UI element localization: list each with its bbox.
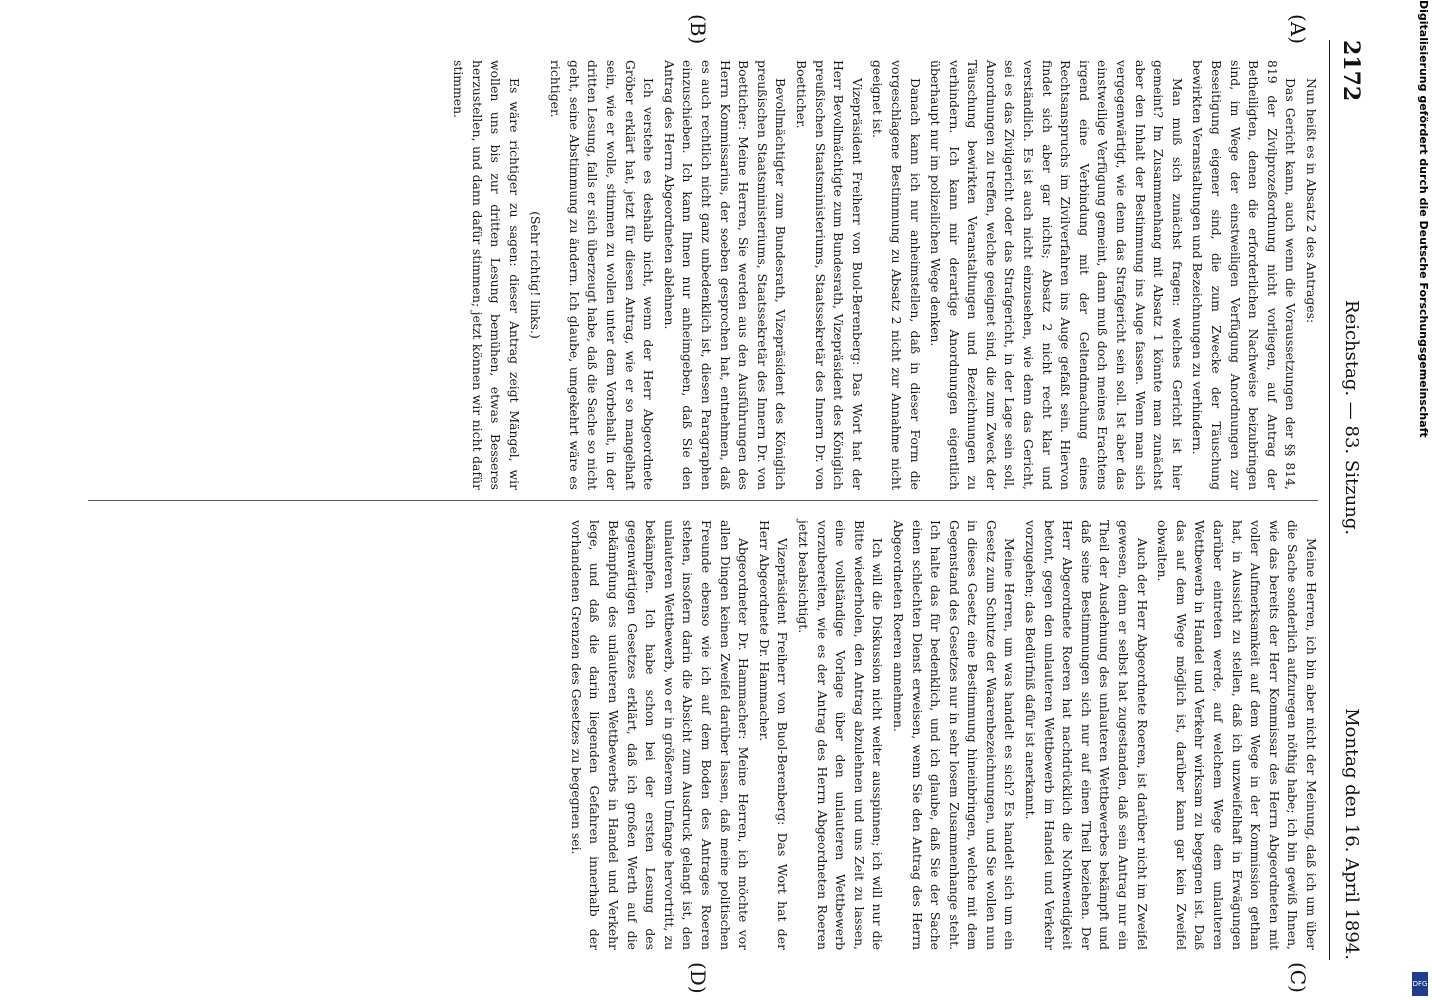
left-column <box>447 60 1320 490</box>
page-date: Montag den 16. April 1894. <box>1341 708 1362 960</box>
page-header <box>1329 40 1370 960</box>
paragraph: Ich verstehe es deshalb nicht, wenn der Herr Abgeordnete Gröber erklärt hat, jetzt für diesen Antrag, wie er so mangelhaft sein, wie er wolle, stimmen zu wollen unter dem Vorbehalt, in der dritten Lesung, falls er sich überzeugt habe, daß die Sache so nicht geht, seine Abstimmung zu ändern. Ich glaube, umgekehrt wäre es richtiger. <box>548 60 657 490</box>
paragraph: Vizepräsident Freiherr von Buol-Berenberg: Das Wort hat der Herr Abgeordnete Dr. Hammacher. <box>756 520 791 950</box>
speaker-line: Vizepräsident Freiherr von Buol-Berenberg: Das Wort hat der Herr Bevollmächtigte zum Bundesrath, Vizepräsident des Königlich preußischen Staatsministeriums, Staatssekretär des Innern Dr. von Boetticher. <box>793 60 865 490</box>
margin-letter-c: (C) <box>1286 962 1310 993</box>
column-divider <box>88 500 1318 501</box>
running-title: Reichstag. — 83. Sitzung. <box>1341 300 1362 536</box>
margin-letter-b: (B) <box>686 14 710 45</box>
paragraph: Es wäre richtiger zu sagen: dieser Antrag zeigt Mängel, wir wollen uns bis zur dritten Lesung bemühen, etwas Besseres herzustellen, und dann dafür stimmen; jetzt können wir nicht dafür stimmen. <box>451 60 523 490</box>
paragraph: Man muß sich zunächst fragen: welches Gericht ist hier gemeint? Im Zusammenhang mit Absatz 1 könnte man zunächst aber den Inhalt der Bestimmung ins Auge fassen. Wenn man sich vergegenwärtigt, wie denn das Strafgericht sein soll. Ist aber das einstweilige Verfügung gemeint, dann muß doch meines Erachtens irgend eine Verbindung mit der Geltendmachung eines Rechtsanspruchs im Zivilverfahren ins Auge gefaßt sein. Hiervon findet sich aber gar nichts; Absatz 2 nicht recht klar und verständlich. Es ist auch nicht einzusehen, wie denn das Gericht, sei es das Zivilgericht oder das Strafgericht, in der Lage sein soll, Anordnungen zu treffen, welche geeignet sind, die zum Zweck der Täuschung bewirkten Veranstaltungen und Bezeichnungen zu verhindern. Ich kann mir derartige Anordnungen eigentlich überhaupt nur im polizeilichen Wege denken. <box>928 60 1185 490</box>
paragraph: Meine Herren, um was handelt es sich? Es handelt sich um ein Gesetz zum Schutze der Waarenbezeichnungen, und Sie wollen nun in dieses Gesetz eine Bestimmung hineinbringen, welche mit dem Gegenstand des Gesetzes nur in sehr losem Zusammenhange steht. Ich halte das für bedenklich, und ich glaube, daß Sie der Sache einen schlechten Dienst erweisen, wenn Sie den Antrag des Herrn Abgeordneten Roeren annehmen. <box>890 520 1018 950</box>
credit-text: Digitalisierung gefördert durch die Deutsche Forschungsgemeinschaft <box>1417 0 1430 438</box>
paragraph: Nun heißt es in Absatz 2 des Antrages: <box>1304 78 1319 324</box>
margin-letter-a: (A) <box>1286 14 1310 45</box>
paragraph: Auch der Herr Abgeordnete Roeren, ist darüber nicht im Zweifel gewesen, denn er selbst hat zugestanden, daß sein Antrag nur ein Theil der Ausdehnung des unlauteren Wettbewerbes bekämpft und daß seine Bestimmungen sich nur auf einen Theil beziehen. Der Herr Abgeordnete Roeren hat nachdrücklich die Nothwendigkeit betont, gegen den unlauteren Wettbewerb im Handel und Verkehr vorzugehen; das Bedürfniß dafür ist anerkannt. <box>1023 520 1150 950</box>
paragraph: Danach kann ich nur anheimstellen, daß in dieser Form die vorgeschlagene Bestimmung zu Absatz 2 nicht zur Annahme nicht geeignet ist. <box>870 60 923 490</box>
margin-letter-d: (D) <box>686 962 710 994</box>
paragraph: Ich will die Diskussion nicht weiter ausspinnen; ich will nur die Bitte wiederholen, den Antrag abzulehnen und uns Zeit zu lassen, eine vollständige Vorlage über den unlauteren Wettbewerb vorzubereiten, wie es der Antrag des Herrn Abgeordneten Roeren jetzt beabsichtigt. <box>795 520 886 950</box>
paragraph: Abgeordneter Dr. Hammacher: Meine Herren, ich möchte vor allen Dingen keinen Zweifel darüber lassen, daß meine politischen Freunde ebenso wie ich auf dem Boden des Antrages Roeren stehen, insofern darin die Absicht zum Ausdruck gelangt ist, den unlauteren Wettbewerb, wo er in größerem Umfange hervortritt, zu bekämpfen. Ich habe schon bei der ersten Lesung des gegenwärtigen Gesetzes erklärt, daß ich großen Werth auf die Bekämpfung des unlauteren Wettbewerbs in Handel und Verkehr lege, und daß die darin liegenden Gefahren innerhalb der vorhandenen Grenzen des Gesetzes zu begegnen sei. <box>568 520 752 950</box>
page-number: 2172 <box>1338 40 1364 102</box>
paragraph: Bevollmächtigter zum Bundesrath, Vizepräsident des Königlich preußischen Staatsministeriums, Staatssekretär des Innern Dr. von Boetticher: Meine Herren, Sie werden aus den Ausführungen des Herrn Kommissarius, der soeben gesprochen hat, entnehmen, daß es auch rechtlich nicht ganz unbedenklich ist, diesen Paragraphen einzuschieben. Ich kann Ihnen nur anheimgeben, daß Sie den Antrag des Herrn Abgeordneten ablehnen. <box>661 60 789 490</box>
right-column <box>564 520 1320 950</box>
paragraph: (Sehr richtig! links.) <box>527 211 543 339</box>
digitization-credit <box>1410 0 1432 1000</box>
paragraph: Meine Herren, ich bin aber nicht der Meinung, daß ich um über die Sache sonderlich aufzuregen nöthig habe; ich bin gewiß Ihnen, wie das bereits der Herr Kommissar des Herrn Abgeordneten mit voller Aufmerksamkeit auf dem Wege in der Kommission gethan hat, in Aussicht zu stellen, daß ich unzweifelhaft in Erwägungen darüber eintreten werde, auf welchem Wege dem unlauteren Wettbewerb in Handel und Verkehr wirksam zu begegnen ist. Daß das auf dem Wege möglich ist, darüber kann gar kein Zweifel obwalten. <box>1155 520 1319 950</box>
dfg-logo: DFG <box>1412 972 1428 996</box>
paragraph: Das Gericht kann, auch wenn die Voraussetzungen der §§ 814, 819 der Zivilprozeßordnung nicht vorliegen, auf Antrag der Betheiligten, denen die erforderlichen Nachweise beizubringen sind, im Wege der einstweiligen Verfügung Anordnungen zur Beseitigung eigener sind, die zum Zwecke der Täuschung bewirkten Veranstaltungen und Bezeichnungen zu verhindern. <box>1190 60 1299 490</box>
